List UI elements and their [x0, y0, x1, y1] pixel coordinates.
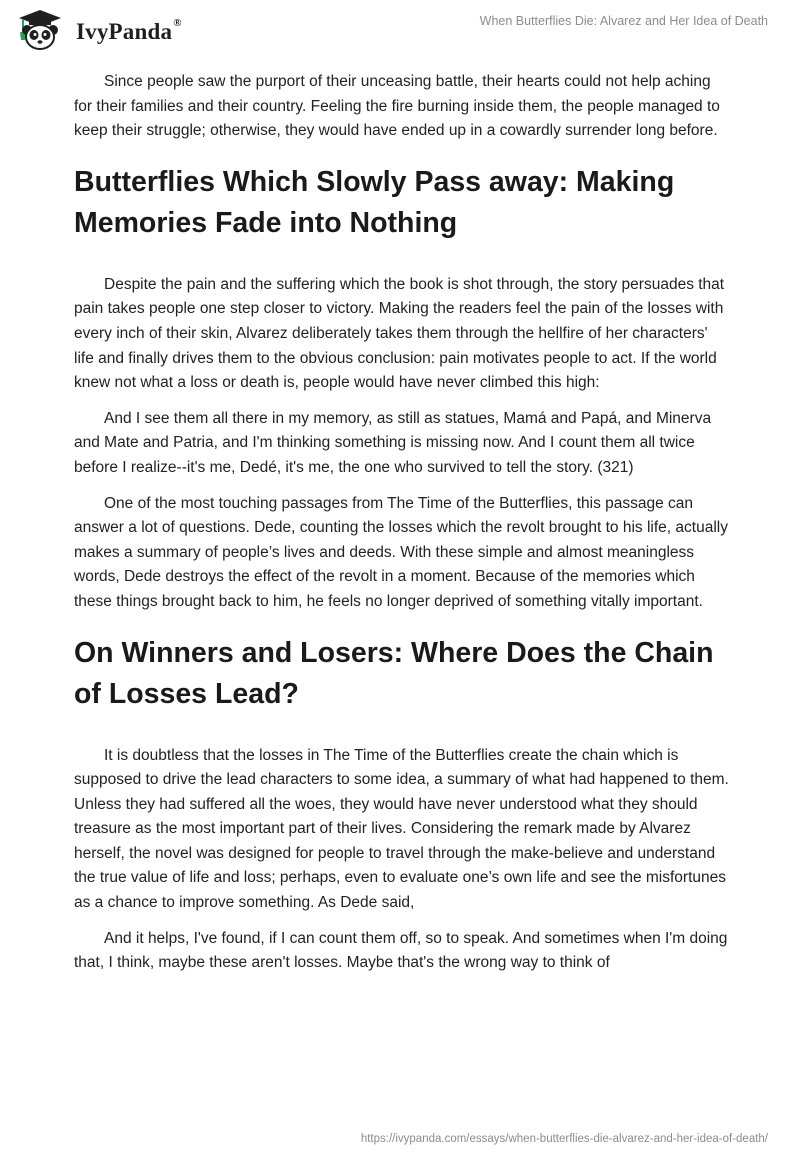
ivypanda-logo[interactable]: [14, 8, 182, 52]
essay-title-header: When Butterflies Die: Alvarez and Her Idea of Death: [479, 14, 768, 28]
section-heading-winners-losers: On Winners and Losers: Where Does the Chain of Losses Lead?: [74, 636, 714, 710]
source-url[interactable]: https://ivypanda.com/essays/when-butterflies-die-alvarez-and-her-idea-of-death/: [360, 1133, 768, 1145]
quote-paragraph-1: And I see them all there in my memory, as still as statues, Mamá and Papá, and Minerva and Mate and Patria, and I'm thinking something is missing now. And I count them all twice before I realize--it's me, Dedé, it's me, the one who survived to tell the story. (321): [74, 409, 712, 476]
paragraph-2: Despite the pain and the suffering which the book is shot through, the story persuades that pain takes people one step closer to victory. Making the readers feel the pain of the losses with every inch of their skin, Alvarez deliberately takes them through the hellfire of her characters' life and finally drives them to the obvious conclusion: pain motivates people to act. If the world knew not what a loss or death is, people would have never climbed this high:: [74, 275, 725, 392]
paragraph-3: One of the most touching passages from The Time of the Butterflies, this passage can answer a lot of questions. Dede, counting the losses which the revolt brought to his life, actually makes a summary of people’s lives and deeds. With these simple and almost meaningless words, Dede destroys the effect of the revolt in a moment. Because of the memories which these things brought back to him, he feels no longer deprived of something vitally important.: [74, 494, 728, 610]
paragraph-4: It is doubtless that the losses in The Time of the Butterflies create the chain which is supposed to drive the lead characters to some idea, a summary of what had happened to them. Unless they had suffered all the woes, they would have never understood what they should treasure as the most important part of their lives. Considering the remark made by Alvarez herself, the novel was designed for people to travel through the make-believe and understand the true value of life and loss; perhaps, even to evaluate one’s own life and see the misfortunes as a chance to improve something. As Dede said,: [74, 746, 729, 912]
section-heading-butterflies: Butterflies Which Slowly Pass away: Making Memories Fade into Nothing: [74, 165, 675, 239]
panda-graduate-icon: [14, 8, 66, 52]
essay-content: [74, 70, 730, 987]
brand-name: IvyPanda: [76, 19, 173, 44]
paragraph-1: Since people saw the purport of their unceasing battle, their hearts could not help aching for their families and their country. Feeling the fire burning inside them, the people managed to keep their struggle; otherwise, they would have ended up in a cowardly surrender long before.: [74, 73, 720, 140]
page-header: [0, 0, 800, 64]
registered-mark: ®: [173, 17, 182, 30]
quote-paragraph-2: And it helps, I've found, if I can count them off, so to speak. And sometimes when I'm doing that, I think, maybe these aren't losses. Maybe that's the wrong way to think of: [74, 929, 728, 972]
